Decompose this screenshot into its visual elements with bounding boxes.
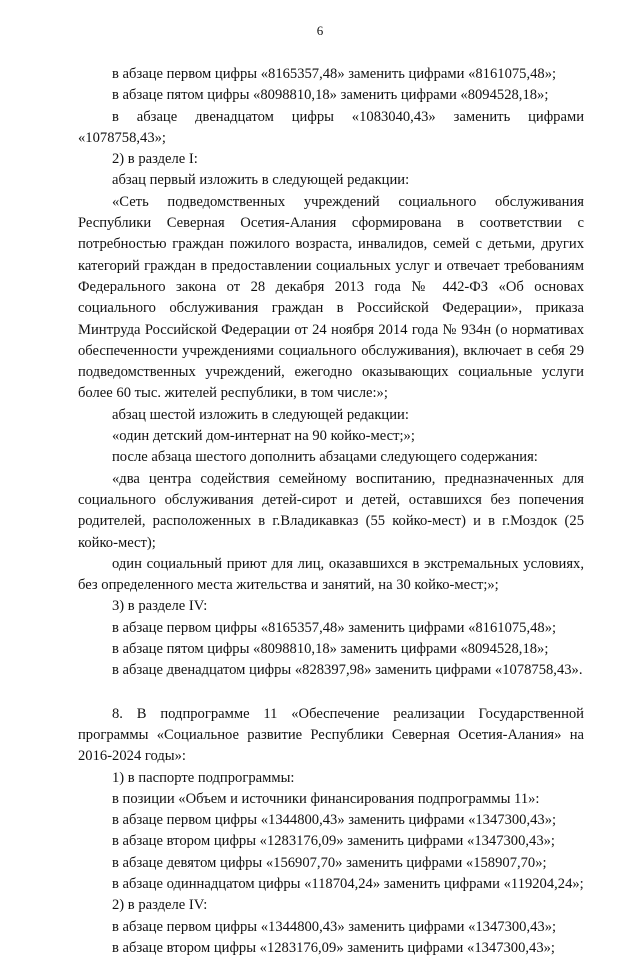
paragraph: в абзаце втором цифры «1283176,09» заменить цифрами «1347300,43»; — [112, 939, 555, 956]
paragraph: в абзаце пятом цифры «8098810,18» заменить цифрами «8094528,18»; — [112, 641, 549, 658]
paragraph: в абзаце первом цифры «8165357,48» заменить цифрами «8161075,48»; — [112, 619, 557, 636]
paragraph: в абзаце втором цифры «1283176,09» заменить цифрами «1347300,43»; — [112, 833, 555, 850]
paragraph: 2) в разделе IV: — [112, 897, 208, 914]
paragraph: «один детский дом-интернат на 90 койко-мест;»; — [112, 428, 415, 445]
paragraph: абзац шестой изложить в следующей редакции: — [112, 406, 409, 423]
paragraph: 2) в разделе I: — [112, 151, 198, 168]
paragraph: в абзаце первом цифры «8165357,48» заменить цифрами «8161075,48»; — [112, 66, 557, 82]
paragraph: в абзаце двенадцатом цифры «1083040,43» заменить цифрами «1078758,43»; — [78, 108, 584, 146]
paragraph: «Сеть подведомственных учреждений социального обслуживания Республики Северная Осетия-Алания сформирована в соответствии с потребностью граждан пожилого возраста, инвалидов, семей с детьми, других категорий граждан в предоставлении социальных услуг и отвечает требованиям Федерального закона от 28 декабря 2013 года № 442-ФЗ «Об основах социального обслуживания граждан в Российской Федерации», приказа Минтруда Российской Федерации от 24 ноября 2014 года № 934н (о нормативах обеспеченности учреждениями социального обслуживания), включает в себя 29 подведомственных учреждений, ежегодно оказывающих социальные услуги более 60 тыс. жителей республики, в том числе:»; — [78, 193, 584, 402]
paragraph: в абзаце пятом цифры «8098810,18» заменить цифрами «8094528,18»; — [112, 87, 549, 104]
paragraph: «два центра содействия семейному воспитанию, предназначенных для социального обслуживания детей-сирот и детей, оставшихся без попечения родителей, расположенных в г.Владикавказ (55 койко-мест) и в г.Моздок (25 койко-мест); — [78, 470, 584, 551]
paragraph: после абзаца шестого дополнить абзацами следующего содержания: — [112, 449, 538, 466]
paragraph: в абзаце первом цифры «1344800,43» заменить цифрами «1347300,43»; — [112, 812, 557, 829]
paragraph: в позиции «Объем и источники финансирования подпрограммы 11»: — [112, 790, 540, 807]
paragraph: 1) в паспорте подпрограммы: — [112, 769, 295, 786]
paragraph: в абзаце девятом цифры «156907,70» заменить цифрами «158907,70»; — [112, 854, 547, 871]
paragraph: в абзаце одиннадцатом цифры «118704,24» заменить цифрами «119204,24»; — [112, 875, 584, 892]
document-body — [78, 64, 584, 959]
paragraph-gap — [78, 682, 584, 704]
paragraph: 8. В подпрограмме 11 «Обеспечение реализации Государственной программы «Социальное развитие Республики Северная Осетия-Алания» на 2016-2024 годы»: — [78, 705, 584, 765]
paragraph: абзац первый изложить в следующей редакции: — [112, 172, 410, 189]
page-number: 6 — [316, 23, 324, 38]
paragraph: 3) в разделе IV: — [112, 598, 208, 615]
paragraph: один социальный приют для лиц, оказавшихся в экстремальных условиях, без определенного места жительства и занятий, на 30 койко-мест;»; — [78, 555, 584, 594]
paragraph: в абзаце первом цифры «1344800,43» заменить цифрами «1347300,43»; — [112, 918, 557, 935]
paragraph: в абзаце двенадцатом цифры «828397,98» заменить цифрами «1078758,43». — [112, 662, 583, 679]
